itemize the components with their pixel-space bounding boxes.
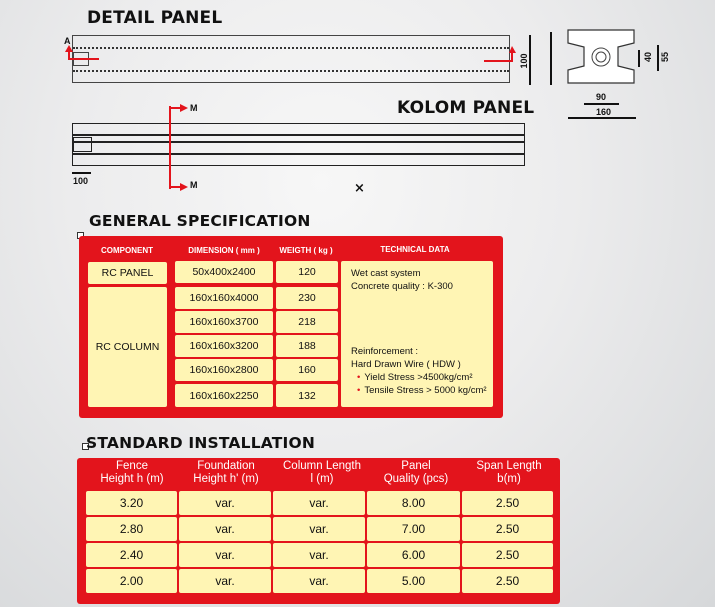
header-line: Height h' (m) — [193, 473, 259, 485]
cell-foundation-height: var. — [179, 491, 271, 515]
bullet-icon: • — [357, 385, 361, 396]
cell-dimension: 160x160x3200 — [175, 335, 273, 357]
dotted-line-bottom — [73, 70, 509, 72]
header-fence-height — [87, 460, 177, 486]
dotted-line-top — [73, 47, 509, 49]
header-line: Foundation — [197, 460, 255, 472]
cell-fence-height: 3.20 — [86, 491, 177, 515]
dim-label-160: 160 — [596, 107, 612, 117]
cell-column-length: var. — [273, 491, 365, 515]
header-panel-quality — [369, 460, 463, 486]
cell-dimension: 50x400x2400 — [175, 261, 273, 283]
tech-line-reinforcement: Reinforcement : — [351, 346, 419, 357]
bullet-icon: • — [357, 372, 361, 383]
dim-label-90: 90 — [596, 92, 607, 102]
tensile-stress-text: Tensile Stress > 5000 kg/cm² — [364, 385, 487, 396]
header-column-length — [275, 460, 369, 486]
dim-label-55: 55 — [660, 52, 670, 63]
cell-span-length: 2.50 — [462, 569, 553, 593]
header-dimension: DIMENSION ( mm ) — [188, 246, 260, 255]
section-arrow-left-icon — [62, 44, 102, 64]
detail-panel-drawing — [72, 35, 510, 83]
cell-column-length: var. — [273, 517, 365, 541]
standard-installation-title: STANDARD INSTALLATION — [86, 434, 316, 452]
cell-dimension: 160x160x3700 — [175, 311, 273, 333]
cell-foundation-height: var. — [179, 543, 271, 567]
header-line: Fence — [116, 460, 148, 472]
dim-label-100: 100 — [519, 53, 529, 69]
tech-line-concrete: Concrete quality : K-300 — [351, 281, 453, 292]
general-spec-title: GENERAL SPECIFICATION — [89, 212, 311, 230]
cell-panel-quality: 8.00 — [367, 491, 460, 515]
cell-dimension: 160x160x2250 — [175, 384, 273, 407]
cell-span-length: 2.50 — [462, 543, 553, 567]
header-line: Quality (pcs) — [383, 473, 449, 485]
cell-span-length: 2.50 — [462, 517, 553, 541]
dim-line-160 — [568, 117, 636, 119]
header-foundation-height — [179, 460, 273, 486]
cell-fence-height: 2.00 — [86, 569, 177, 593]
dim-line-separator — [550, 32, 552, 85]
dim-line-100 — [529, 35, 531, 85]
kolom-panel-drawing — [72, 123, 525, 166]
cell-weight: 120 — [276, 261, 338, 283]
header-line: Height h (m) — [100, 473, 164, 485]
kolom-line-2 — [73, 141, 524, 143]
header-line: b(m) — [497, 473, 521, 485]
cell-weight: 188 — [276, 335, 338, 357]
cell-weight: 160 — [276, 359, 338, 381]
cell-dimension: 160x160x4000 — [175, 287, 273, 309]
section-arrow-right-icon — [482, 44, 518, 66]
dim-line-55 — [657, 45, 659, 71]
tech-line-wet-cast: Wet cast system — [351, 268, 421, 279]
header-weight: WEIGTH ( kg ) — [279, 246, 333, 255]
cell-fence-height: 2.40 — [86, 543, 177, 567]
standard-installation-table — [77, 458, 560, 604]
header-line: Panel — [401, 460, 431, 472]
dim-line-100-kolom — [72, 172, 91, 174]
dim-line-40 — [638, 50, 640, 67]
header-span-length — [463, 460, 555, 486]
cell-rc-panel: RC PANEL — [88, 262, 167, 284]
header-component: COMPONENT — [101, 246, 153, 255]
section-label-m-top: M — [190, 103, 198, 113]
cell-panel-quality: 7.00 — [367, 517, 460, 541]
cell-span-length: 2.50 — [462, 491, 553, 515]
cell-fence-height: 2.80 — [86, 517, 177, 541]
header-line: l (m) — [310, 473, 334, 485]
cell-foundation-height: var. — [179, 517, 271, 541]
cell-dimension: 160x160x2800 — [175, 359, 273, 381]
cell-rc-column: RC COLUMN — [88, 287, 167, 407]
kolom-line-3 — [73, 153, 524, 155]
cell-panel-quality: 5.00 — [367, 569, 460, 593]
close-x-icon[interactable]: × — [354, 181, 365, 196]
cell-column-length: var. — [273, 569, 365, 593]
tech-line-hdw: Hard Drawn Wire ( HDW ) — [351, 359, 461, 370]
yield-stress-text: Yield Stress >4500kg/cm² — [364, 372, 473, 383]
cell-panel-quality: 6.00 — [367, 543, 460, 567]
header-line: Column Length — [283, 460, 361, 472]
dim-label-40: 40 — [643, 52, 653, 63]
cell-weight: 218 — [276, 311, 338, 333]
dim-line-90 — [584, 103, 619, 105]
kolom-panel-title: KOLOM PANEL — [397, 98, 535, 118]
cell-column-length: var. — [273, 543, 365, 567]
section-line-m-icon — [164, 103, 190, 193]
detail-panel-title: DETAIL PANEL — [87, 8, 223, 28]
kolom-line-1 — [73, 134, 524, 136]
cell-foundation-height: var. — [179, 569, 271, 593]
panel-cross-section-icon — [566, 28, 636, 86]
section-label-m-bottom: M — [190, 180, 198, 190]
technical-data-cell — [341, 261, 493, 407]
cell-weight: 230 — [276, 287, 338, 309]
tech-bullet-yield — [351, 371, 472, 384]
general-spec-table — [79, 236, 503, 418]
cell-weight: 132 — [276, 384, 338, 407]
header-technical-data: TECHNICAL DATA — [380, 245, 450, 254]
tech-bullet-tensile — [351, 384, 487, 397]
kolom-joint-rect — [73, 137, 92, 152]
section-label-a: A — [64, 36, 71, 46]
dim-label-100-kolom: 100 — [73, 176, 89, 186]
header-line: Span Length — [476, 460, 542, 472]
